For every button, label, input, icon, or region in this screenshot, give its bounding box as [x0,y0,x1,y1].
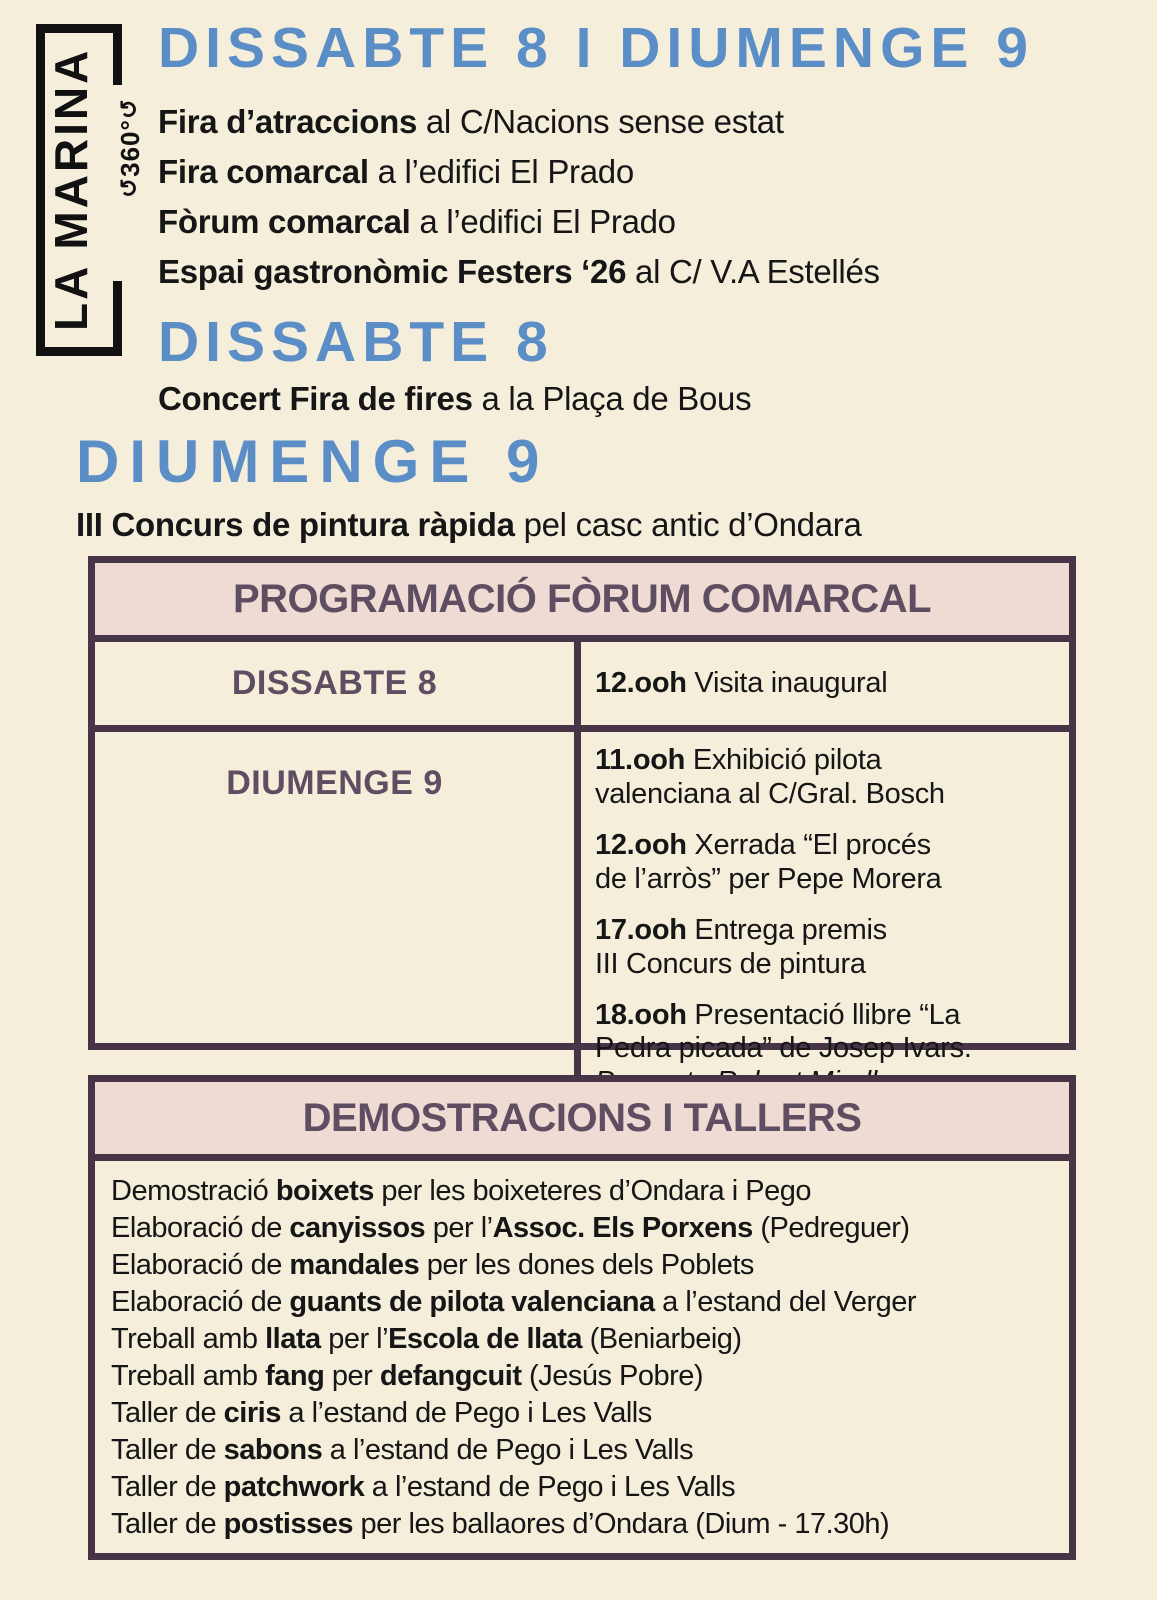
workshops-title: DEMOSTRACIONS I TALLERS [95,1082,1069,1161]
bold-text: patchwork [223,1471,365,1503]
program-table [88,556,1076,1065]
weekend-heading: DISSABTE 8 I DIUMENGE 9 [158,16,1034,80]
event-line [158,197,880,247]
bold-text: ciris [223,1397,281,1429]
text: per l’ [320,1323,389,1355]
text: a l’estand de Pego i Les Valls [364,1471,736,1503]
bold-text: postisses [223,1508,353,1540]
bold-text: 17.ooh [595,913,687,946]
event-line [158,374,751,424]
text: Treball amb [111,1323,266,1355]
bold-text: Fira comarcal [158,153,369,190]
text: al C/ V.A Estellés [626,253,880,290]
la-marina-logo [36,24,145,356]
bold-text: guants de pilota valenciana [289,1286,655,1318]
bold-text: Fira d’atraccions [158,103,417,140]
bold-text: Concert Fira de fires [158,380,473,417]
schedule-entry [595,744,1059,812]
bold-text: fang [265,1360,325,1392]
text: per [324,1360,380,1392]
weekend-events [158,97,880,297]
bold-text: defangcuit [379,1360,522,1392]
text: Taller de [111,1434,224,1466]
rotate-arrow-icon: ↺ [116,98,143,120]
rotate-arrow-icon: ↺ [116,176,143,198]
saturday-heading: DISSABTE 8 [158,310,554,374]
text: Presentació llibre “La Pedra picada” de Josep Ivars. [595,998,972,1065]
event-line [158,97,880,147]
text: Elaboració de [111,1249,290,1281]
workshop-line [111,1395,1061,1432]
bold-text: 12.ooh [595,666,687,699]
bold-text: mandales [289,1249,420,1281]
text: a l’estand de Pego i Les Valls [280,1397,652,1429]
text: (Pedreguer) [752,1212,910,1244]
bold-text: sabons [223,1434,323,1466]
workshops-box [88,1075,1076,1560]
text: Elaboració de [111,1212,290,1244]
text: Elaboració de [111,1286,290,1318]
bold-text: Fòrum comarcal [158,203,411,240]
text: al C/Nacions sense estat [417,103,784,140]
bold-text: canyissos [289,1212,426,1244]
text: a l’edifici El Prado [410,203,676,240]
workshops-list [95,1161,1069,1551]
bold-text: Espai gastronòmic Festers ‘26 [158,253,627,290]
text: Taller de [111,1508,224,1540]
event-line [76,500,862,550]
workshop-line [111,1506,1061,1543]
schedule-cell-dissabte [581,642,1069,725]
bold-text: 12.ooh [595,828,687,861]
text: (Beniarbeig) [582,1323,742,1355]
logo-360-badge [117,73,143,223]
schedule-cell-diumenge [581,732,1069,1127]
event-line [158,247,880,297]
text: Demostració [111,1175,276,1207]
text: a l’edifici El Prado [368,153,634,190]
table-row [95,732,1069,1127]
event-line [158,147,880,197]
program-table-title: PROGRAMACIÓ FÒRUM COMARCAL [95,563,1069,642]
text: (Jesús Pobre) [521,1360,704,1392]
workshop-line [111,1469,1061,1506]
text: Exhibició pilota valenciana al C/Gral. Bosch [595,744,945,810]
workshop-line [111,1284,1061,1321]
bold-text: 11.ooh [595,744,686,776]
sunday-heading: DIUMENGE 9 [76,428,550,495]
text: per les boixeteres d’Ondara i Pego [373,1175,811,1207]
table-row [95,642,1069,732]
text: a l’estand del Verger [654,1286,917,1318]
bold-text: Escola de llata [388,1323,583,1355]
logo-wordmark: LA MARINA [45,47,97,331]
schedule-entry [595,914,1059,982]
text: per l’ [425,1212,493,1244]
day-cell-diumenge: DIUMENGE 9 [95,732,581,1127]
text: pel casc antic d’Ondara [514,506,862,543]
text: Taller de [111,1397,224,1429]
logo-badge-text: 360° [115,119,145,177]
day-cell-dissabte: DISSABTE 8 [95,642,581,725]
bold-text: Assoc. Els Porxens [492,1212,753,1244]
workshop-line [111,1432,1061,1469]
text: a la Plaça de Bous [472,380,752,417]
text: Entrega premis III Concurs de pintura [595,913,887,980]
bold-text: boixets [275,1175,374,1207]
sunday-events [76,500,862,550]
saturday-events [158,374,751,424]
workshop-line [111,1247,1061,1284]
text: Visita inaugural [686,666,888,699]
text: Xerrada “El procés de l’arròs” per Pepe Morera [595,828,942,895]
workshop-line [111,1358,1061,1395]
bold-text: llata [265,1323,321,1355]
text: Taller de [111,1471,224,1503]
text: Treball amb [111,1360,266,1392]
schedule-entry [595,667,887,701]
bold-text: III Concurs de pintura ràpida [76,506,515,543]
text: a l’estand de Pego i Les Valls [322,1434,694,1466]
workshop-line [111,1173,1061,1210]
workshop-line [111,1321,1061,1358]
workshop-line [111,1210,1061,1247]
text: per les dones dels Poblets [419,1249,754,1281]
text: per les ballaores d’Ondara (Dium - 17.30h) [352,1508,890,1540]
schedule-entry [595,829,1059,897]
bold-text: 18.ooh [595,998,687,1031]
